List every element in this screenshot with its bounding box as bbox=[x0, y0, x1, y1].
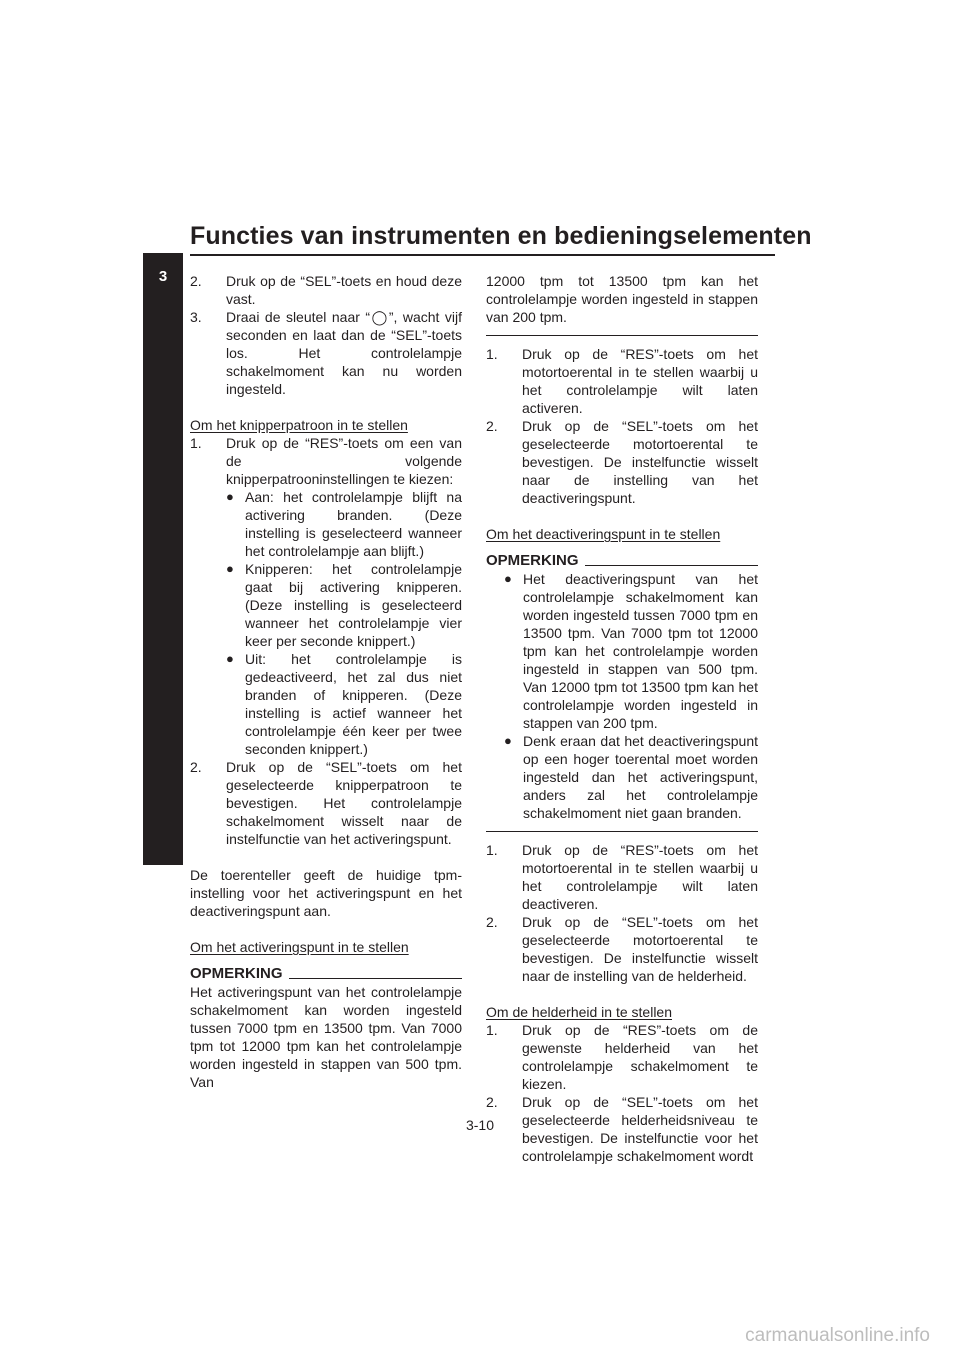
subheading-brightness: Om de helderheid in te stellen bbox=[486, 1004, 672, 1020]
list-number: 2. bbox=[486, 914, 498, 930]
bullet-item bbox=[504, 570, 758, 732]
list-number: 2. bbox=[190, 759, 202, 775]
note-heading bbox=[486, 552, 758, 570]
subheading-activation-point: Om het activeringspunt in te stellen bbox=[190, 939, 409, 955]
list-item bbox=[190, 758, 462, 848]
bullet-icon: ● bbox=[226, 561, 234, 576]
watermark: carmanualsonline.info bbox=[745, 1325, 930, 1346]
chapter-number: 3 bbox=[158, 268, 168, 285]
note-rule bbox=[585, 565, 758, 566]
list-item bbox=[190, 434, 462, 488]
list-item bbox=[486, 913, 758, 985]
note-label: OPMERKING bbox=[190, 965, 283, 982]
list-text: Druk op de “RES”-toets om het motortoerental in te stellen waarbij u het controlelampje wilt laten deactiveren. bbox=[522, 842, 758, 912]
list-text: Druk op de “RES”-toets om een van de volgende knipperpatrooninstellingen te kiezen: bbox=[226, 435, 462, 487]
list-text: Druk op de “SEL”-toets en houd deze vast. bbox=[226, 273, 462, 307]
list-text: Druk op de “SEL”-toets om het geselecteerde knipperpatroon te bevestigen. Het controlelampje schakelmoment wisselt naar de instelfunctie van het activeringspunt. bbox=[226, 759, 462, 847]
bullet-text: Uit: het controlelampje is gedeactiveerd, het zal dus niet branden of knipperen. (Deze instelling is actief wanneer het controlelampje één keer per twee seconden knippert.) bbox=[245, 651, 462, 757]
list-number: 2. bbox=[190, 273, 202, 289]
list-item bbox=[486, 1021, 758, 1093]
bullet-icon: ● bbox=[504, 733, 512, 748]
list-item bbox=[190, 272, 462, 308]
list-text: Druk op de “RES”-toets om het motortoerental in te stellen waarbij u het controlelampje wilt laten activeren. bbox=[522, 346, 758, 416]
bullet-text: Knipperen: het controlelampje gaat bij activering knipperen. (Deze instelling is geselecteerd wanneer het controlelampje vier keer per seconde knippert.) bbox=[245, 561, 462, 649]
bullet-item bbox=[504, 732, 758, 822]
bullet-item bbox=[226, 560, 462, 650]
note-text: Het activeringspunt van het controlelampje schakelmoment kan worden ingesteld tussen 7000 tpm en 13500 tpm. Van 7000 tpm tot 12000 tpm kan het controlelampje worden ingesteld in stappen van 500 tpm. Van bbox=[190, 984, 462, 1090]
list-number: 1. bbox=[486, 346, 498, 362]
subheading-deactivation-point: Om het deactiveringspunt in te stellen bbox=[486, 526, 721, 542]
bullet-icon: ● bbox=[226, 651, 234, 666]
list-number: 1. bbox=[486, 842, 498, 858]
bullet-item bbox=[226, 650, 462, 758]
page-header-title: Functies van instrumenten en bedieningselementen bbox=[190, 222, 812, 250]
bullet-text: Aan: het controlelampje blijft na activering branden. (Deze instelling is geselecteerd wanneer het controlelampje aan blijft.) bbox=[245, 489, 462, 559]
subheading-blink-pattern: Om het knipperpatroon in te stellen bbox=[190, 417, 408, 433]
list-number: 2. bbox=[486, 418, 498, 434]
list-number: 3. bbox=[190, 309, 202, 325]
note-rule bbox=[289, 978, 462, 979]
page-number: 3-10 bbox=[465, 1117, 495, 1133]
list-number: 1. bbox=[190, 435, 202, 451]
paragraph-tachometer: De toerenteller geeft de huidige tpm-instelling voor het activeringspunt en het deactiveringspunt aan. bbox=[190, 867, 462, 919]
note-label: OPMERKING bbox=[486, 552, 579, 569]
list-text: Draai de sleutel naar “◯”, wacht vijf seconden en laat dan de “SEL”-toets los. Het controlelampje schakelmoment kan nu worden ingesteld. bbox=[226, 309, 462, 397]
bullet-icon: ● bbox=[504, 571, 512, 586]
chapter-tab bbox=[143, 253, 183, 865]
list-text: Druk op de “SEL”-toets om het geselecteerde motortoerental te bevestigen. De instelfunctie wisselt naar de instelling van de helderheid. bbox=[522, 914, 758, 984]
list-text: Druk op de “SEL”-toets om het geselecteerde helderheidsniveau te bevestigen. De instelfunctie voor het controlelampje schakelmoment wordt bbox=[522, 1094, 758, 1164]
list-text: Druk op de “SEL”-toets om het geselecteerde motortoerental te bevestigen. De instelfunctie wisselt naar de instelling van het deactiveringspunt. bbox=[522, 418, 758, 506]
bullet-text: Het deactiveringspunt van het controlelampje schakelmoment kan worden ingesteld tussen 7000 tpm en 13500 tpm. Van 7000 tpm tot 12000 tpm kan het controlelampje worden ingesteld in stappen van 500 tpm. Van 12000 tpm tot 13500 tpm kan het controlelampje worden ingesteld in stappen van 200 tpm. bbox=[523, 571, 758, 731]
bullet-text: Denk eraan dat het deactiveringspunt op een hoger toerental moet worden ingesteld dan het activeringspunt, anders zal het controlelampje schakelmoment niet gaan branden. bbox=[523, 733, 758, 821]
list-number: 2. bbox=[486, 1094, 498, 1110]
list-item bbox=[486, 345, 758, 417]
list-item bbox=[486, 841, 758, 913]
bullet-item bbox=[226, 488, 462, 560]
note-text-continued: 12000 tpm tot 13500 tpm kan het controlelampje worden ingesteld in stappen van 200 tpm. bbox=[486, 273, 758, 325]
list-item bbox=[486, 417, 758, 507]
list-item bbox=[190, 308, 462, 398]
right-column bbox=[486, 272, 758, 1165]
left-column bbox=[190, 272, 462, 1091]
list-number: 1. bbox=[486, 1022, 498, 1038]
bullet-icon: ● bbox=[226, 489, 234, 504]
list-text: Druk op de “RES”-toets om de gewenste helderheid van het controlelampje schakelmoment te kiezen. bbox=[522, 1022, 758, 1092]
note-heading bbox=[190, 965, 462, 983]
header-rule bbox=[190, 254, 775, 256]
